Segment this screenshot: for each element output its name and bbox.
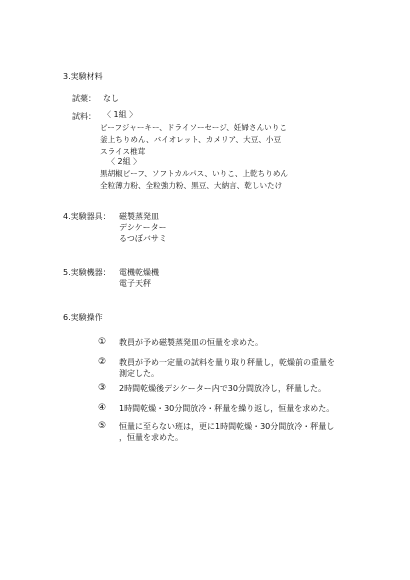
equipment-item: 電子天秤 bbox=[119, 279, 151, 288]
group1-line: スライス椎茸 bbox=[100, 147, 146, 156]
instrument-item: デシケーター bbox=[119, 223, 167, 232]
step-text: 測定した。 bbox=[119, 369, 159, 378]
group1-label: 〈 1組 〉 bbox=[103, 110, 138, 119]
step-text: 恒量に至らない班は，更に1時間乾燥・30分間放冷・秤量し bbox=[119, 422, 335, 431]
step-text: ，恒量を求めた。 bbox=[119, 433, 183, 442]
materials-heading: 3.実験材料 bbox=[63, 72, 103, 81]
step-number: ② bbox=[98, 357, 107, 367]
group2-line: 全粒薄力粉、全粒強力粉、黒豆、大納言、乾しいたけ bbox=[100, 181, 283, 190]
step-text: 1時間乾燥・30分間放冷・秤量を繰り返し，恒量を求めた。 bbox=[119, 404, 335, 413]
procedure-heading: 6.実験操作 bbox=[63, 313, 103, 322]
step-number: ① bbox=[98, 337, 107, 347]
sample-label: 試料： bbox=[72, 112, 96, 121]
step-text: 2時間乾燥後デシケーター内で30分間放冷し，秤量した。 bbox=[119, 384, 326, 393]
group2-label: 〈 2組 〉 bbox=[107, 157, 142, 166]
reagent-label: 試薬： bbox=[72, 94, 96, 103]
reagent-value: なし bbox=[103, 94, 119, 103]
group1-line: ビーフジャーキー、ドライソーセージ、妊婦さんいりこ bbox=[100, 123, 287, 132]
group1-line: 釜上ちりめん、バイオレット、カメリア、大豆、小豆 bbox=[100, 135, 282, 144]
step-number: ③ bbox=[98, 383, 107, 393]
step-number: ⑤ bbox=[98, 421, 107, 431]
equipment-heading: 5.実験機器： bbox=[63, 268, 111, 277]
equipment-item: 電機乾燥機 bbox=[119, 268, 159, 277]
step-text: 教員が予め磁製蒸発皿の恒量を求めた。 bbox=[119, 338, 263, 347]
step-text: 教員が予め一定量の試料を量り取り秤量し，乾燥前の重量を bbox=[119, 358, 335, 367]
step-number: ④ bbox=[98, 403, 107, 413]
instrument-item: 磁製蒸発皿 bbox=[119, 212, 159, 221]
instrument-item: るつぼバサミ bbox=[119, 234, 167, 243]
group2-line: 黒胡椒ビーフ、ソフトカルパス、いりこ、上乾ちりめん bbox=[100, 169, 289, 178]
instruments-heading: 4.実験器具： bbox=[63, 212, 111, 221]
